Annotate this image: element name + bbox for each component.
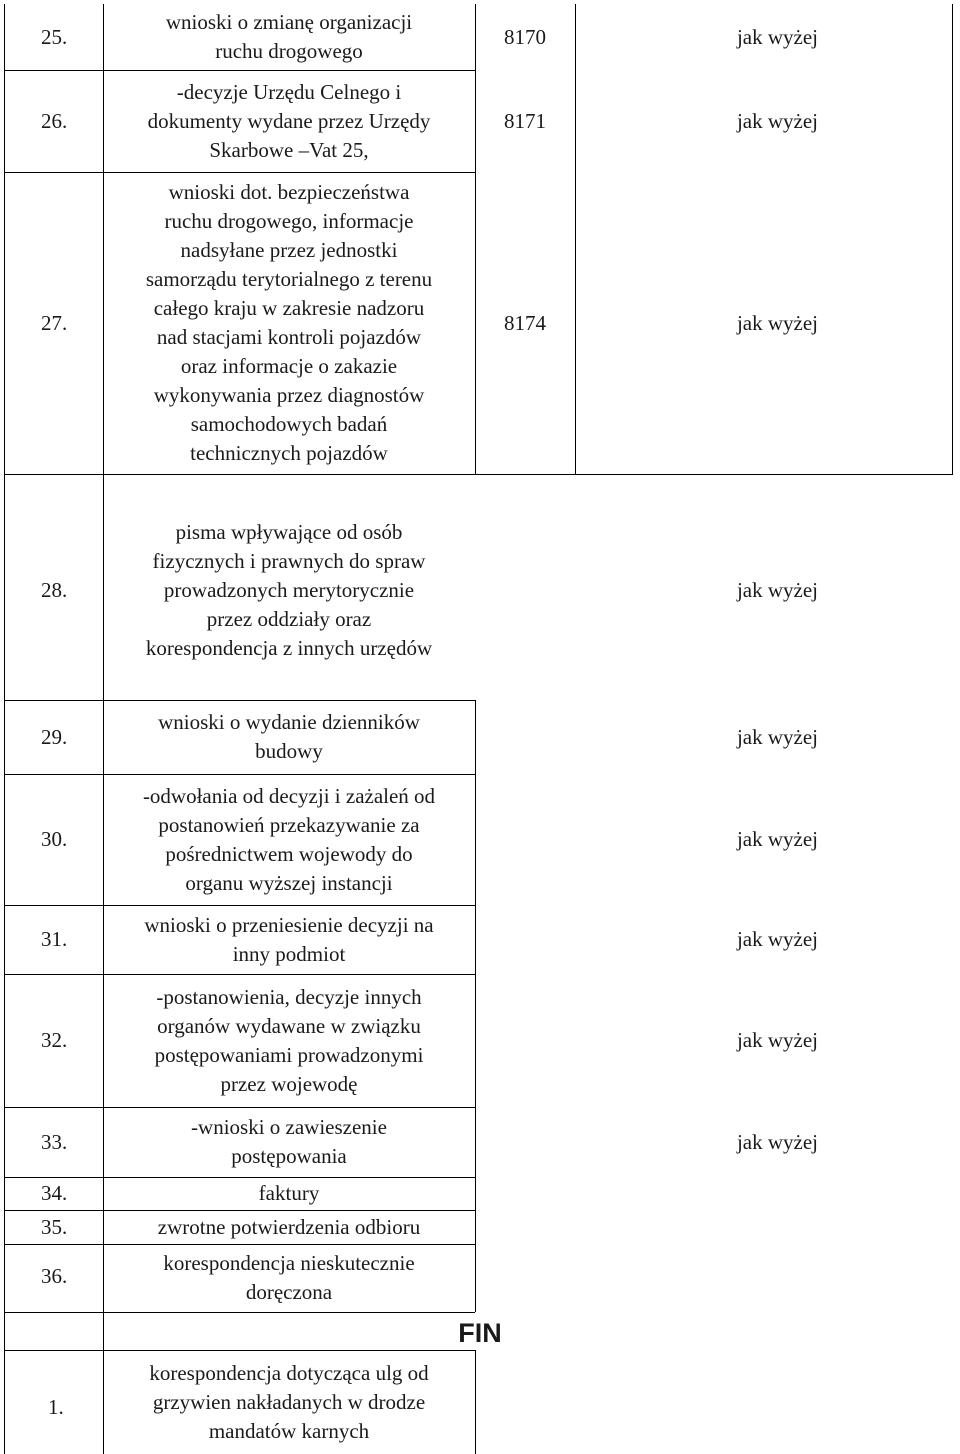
row-number: 33. bbox=[41, 1130, 68, 1154]
row-code: 8174 bbox=[504, 310, 546, 335]
row-number: 34. bbox=[41, 1181, 68, 1205]
col-border-fin bbox=[475, 1350, 476, 1454]
row-description: wnioski o wydanie dzienników budowy bbox=[158, 710, 420, 763]
row-description: -wnioski o zawieszenie postępowania bbox=[191, 1115, 387, 1168]
col-border-desc-code-2 bbox=[475, 700, 476, 1312]
row-border bbox=[4, 1350, 475, 1351]
row-number: 27. bbox=[41, 310, 68, 335]
row-number: 25. bbox=[41, 24, 68, 49]
row-border bbox=[4, 474, 953, 475]
row-number: 31. bbox=[41, 927, 68, 951]
row-number: 26. bbox=[41, 108, 68, 133]
row-category: jak wyżej bbox=[736, 1129, 818, 1154]
col-border-cat-right bbox=[952, 4, 953, 474]
fin-section-label: FIN bbox=[458, 1317, 502, 1348]
row-number: 30. bbox=[41, 827, 68, 851]
row-description: zwrotne potwierdzenia odbioru bbox=[157, 1214, 421, 1239]
row-category: jak wyżej bbox=[736, 577, 818, 602]
row-category: jak wyżej bbox=[736, 827, 818, 851]
row-description: wnioski o przeniesienie decyzji na inny podmiot bbox=[144, 912, 434, 966]
row-number: 28. bbox=[41, 577, 68, 602]
row-description: wnioski dot. bezpieczeństwa ruchu drogowego, informacje nadsyłane przez jednostki samorządu terytorialnego z terenu całego kraju w zakresie nadzoru nad stacjami kontroli pojazdów oraz informacje o zakazie wykonywania przez diagnostów samochodowych badań technicznych pojazdów bbox=[145, 180, 433, 465]
row-category: jak wyżej bbox=[736, 108, 818, 133]
row-code: 8171 bbox=[504, 108, 546, 133]
row-border bbox=[4, 1312, 475, 1313]
row-description: -decyzje Urzędu Celnego i dokumenty wydane przez Urzędy Skarbowe –Vat 25, bbox=[147, 79, 431, 162]
row-description: faktury bbox=[258, 1181, 320, 1205]
row-category: jak wyżej bbox=[736, 927, 818, 951]
row-description: korespondencja nieskutecznie doręczona bbox=[163, 1251, 415, 1304]
row-number: 35. bbox=[41, 1214, 68, 1239]
row-description: -postanowienia, decyzje innych organów wydawane w związku postępowaniami prowadzonymi przez wojewodę bbox=[154, 984, 424, 1096]
row-number: 32. bbox=[41, 1028, 68, 1052]
row-category: jak wyżej bbox=[736, 724, 818, 749]
row-number: 29. bbox=[41, 724, 68, 749]
row-description: pisma wpływające od osób fizycznych i prawnych do spraw prowadzonych merytorycznie przez oddziały oraz korespondencja z innych urzędów bbox=[145, 519, 433, 660]
row-description: wnioski o zmianę organizacji ruchu drogowego bbox=[165, 10, 413, 63]
row-number: 36. bbox=[41, 1264, 68, 1288]
row-code: 8170 bbox=[504, 24, 546, 49]
row-category: jak wyżej bbox=[736, 24, 818, 49]
row-category: jak wyżej bbox=[736, 310, 818, 335]
row-category: jak wyżej bbox=[736, 1028, 818, 1052]
row-number: 1. bbox=[48, 1394, 64, 1419]
row-description: -odwołania od decyzji i zażaleń od postanowień przekazywanie za pośrednictwem wojewody do organu wyższej instancji bbox=[142, 783, 436, 895]
row-description: korespondencja dotycząca ulg od grzywien nakładanych w drodze mandatów karnych bbox=[149, 1360, 429, 1443]
